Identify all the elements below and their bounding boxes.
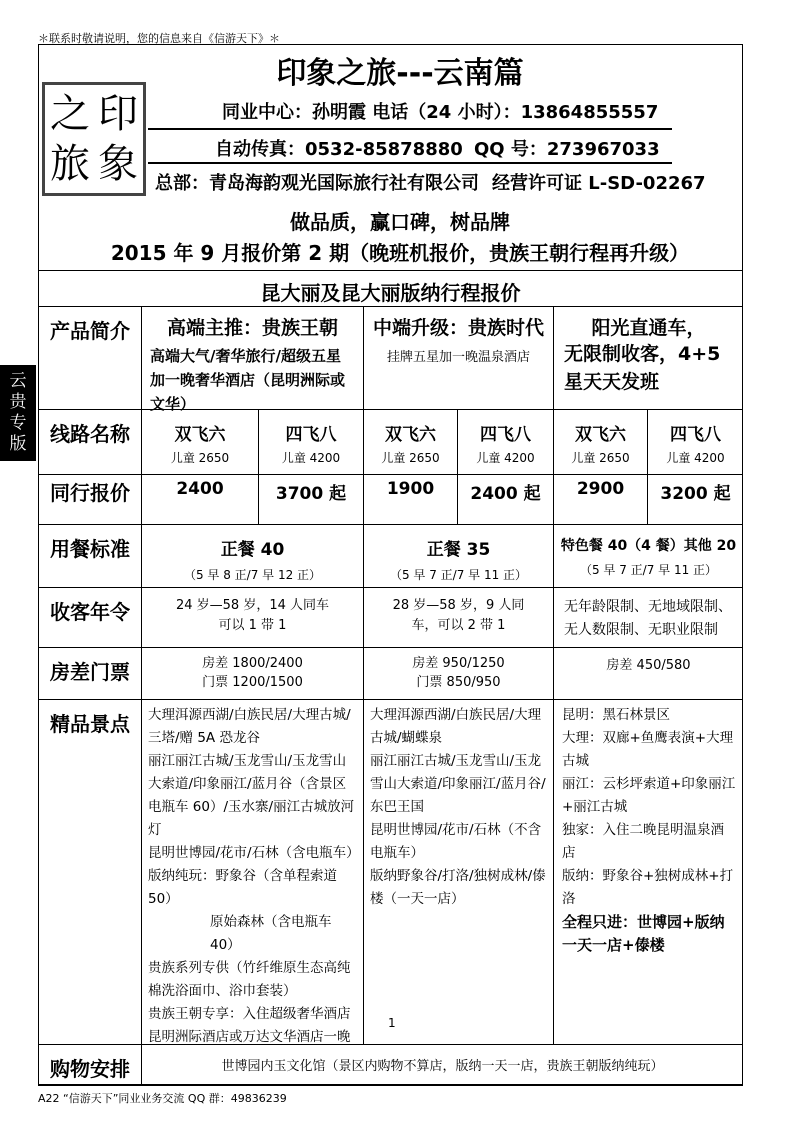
license-line: 经营许可证 L-SD-02267 [492,173,706,194]
product-intro [554,307,743,410]
spot-item: 版纳：野象谷+独树成林+打洛 [562,868,734,907]
logo-char: 旅 [50,141,90,187]
product-intro-head: 中端升级：贵族时代 [372,317,544,339]
meal-cell [554,525,743,588]
route-cell [458,410,554,475]
meal-note: （5 早 8 正/7 早 12 正） [183,568,322,582]
issue-line: 2015 年 9 月报价第 2 期（晚班机报价，贵族王朝行程再升级） [110,241,690,265]
child-price: 儿童 2650 [170,451,230,465]
row-label-price: 同行报价 [38,475,142,525]
child-price: 儿童 4200 [666,451,725,465]
route-name: 双飞六 [385,425,436,445]
child-price: 儿童 4200 [476,451,535,465]
route-name: 四飞八 [480,425,531,445]
age-cell: 24 岁—58 岁，14 人同车可以 1 带 1 [142,588,364,648]
meal-standard: 正餐 40 [220,540,285,560]
route-name: 双飞六 [575,425,626,445]
row-label-route: 线路名称 [38,410,142,475]
ticket-price: 门票 850/950 [416,675,501,690]
qq-line: QQ 号：273967033 [474,139,660,160]
product-intro [364,307,554,410]
top-note: ＊联系时敬请说明，您的信息来自《信游天下》＊ [38,32,280,45]
spot-item: 丽江：云杉坪索道+印象丽江+丽江古城 [562,776,736,815]
product-intro-body: 无限制收客，4+5 星天天发班 [564,343,721,393]
route-cell [142,410,259,475]
spot-item: 独家：入住二晚昆明温泉酒店 [562,822,724,861]
spot-item: 大理洱源西湖/白族民居/大理古城/蝴蝶泉 [370,707,542,746]
spot-item: 版纳野象谷/打洛/独树成林/傣楼（一天一店） [370,868,546,907]
room-diff: 房差 450/580 [606,658,691,673]
spot-item: 原始森林（含电瓶车 40） [210,914,332,953]
spot-item: 昆明世博园/花市/石林（含电瓶车） [148,845,360,861]
row-label-room: 房差门票 [38,648,142,700]
peer-price: 3700 起 [259,475,364,525]
spot-item: 大理洱源西湖/白族民居/大理古城/三塔/赠 5A 恐龙谷 [148,707,351,746]
page-mark: 1 [388,1016,396,1030]
age-cell: 28 岁—58 岁，9 人同车，可以 2 带 1 [364,588,554,648]
contact-line: 同业中心：孙明霞 电话（24 小时）：13864855557 [222,102,659,123]
spot-item: 版纳纯玩：野象谷（含单程索道 50） [148,868,337,907]
logo-char: 象 [98,141,138,187]
side-tab-char: 贵 [9,392,27,412]
row-label-intro: 产品简介 [38,307,142,410]
page-title: 印象之旅---云南篇 [276,56,524,91]
route-name: 四飞八 [285,425,337,445]
spot-item: 贵族系列专供（竹纤维原生态高纯棉洗浴面巾、浴巾套装） [148,960,351,999]
route-cell [259,410,364,475]
spots-cell [142,700,364,1045]
meal-standard: 正餐 35 [426,540,491,560]
peer-price: 2400 起 [458,475,554,525]
section-title: 昆大丽及昆大丽版纳行程报价 [38,270,743,307]
header-rule [148,128,672,130]
meal-cell [364,525,554,588]
peer-price: 2400 [142,475,259,525]
spot-item: 丽江丽江古城/玉龙雪山/玉龙雪山大索道/印象丽江/蓝月谷（含景区电瓶车 60）/玉水寨/丽江古城放河灯 [148,753,355,838]
spot-item: 昆明世博园/花市/石林（不含电瓶车） [370,822,542,861]
logo-char: 之 [50,91,90,137]
spots-cell [364,700,554,1045]
room-diff: 房差 950/1250 [412,656,505,671]
slogan: 做品质，赢口碑，树品牌 [290,210,510,234]
row-label-meal: 用餐标准 [38,525,142,588]
room-cell [554,648,743,700]
peer-price: 2900 [554,475,648,525]
room-cell [142,648,364,700]
room-cell [364,648,554,700]
header-rule [148,162,672,164]
product-intro-body: 高端大气/奢华旅行/超级五星加一晚奢华酒店（昆明洲际或文华） [150,347,346,413]
row-label-shop: 购物安排 [38,1045,142,1085]
row-label-age: 收客年令 [38,588,142,648]
route-cell [648,410,743,475]
side-tab-char: 版 [9,434,27,454]
hq-line: 总部：青岛海韵观光国际旅行社有限公司 [155,173,479,194]
product-intro-body: 挂牌五星加一晚温泉酒店 [386,350,530,365]
fax-line: 自动传真：0532-85878880 [215,139,463,160]
product-intro-head: 高端主推：贵族王朝 [166,317,338,339]
age-cell: 无年龄限制、无地域限制、无人数限制、无职业限制 [554,588,743,648]
route-name: 双飞六 [174,425,226,445]
footer: A22 “信游天下”同业业务交流 QQ 群：49836239 [38,1092,287,1105]
row-label-spots: 精品景点 [38,700,142,1045]
meal-note: （5 早 7 正/7 早 11 正） [579,563,718,577]
meal-standard: 特色餐 40（4 餐）其他 20 [560,538,737,554]
route-name: 四飞八 [670,425,721,445]
side-tab [0,365,36,461]
logo [42,82,146,196]
spot-item: 丽江丽江古城/玉龙雪山/玉龙雪山大索道/印象丽江/蓝月谷/东巴王国 [370,753,546,815]
route-cell [554,410,648,475]
peer-price: 3200 起 [648,475,743,525]
ticket-price: 门票 1200/1500 [202,675,303,690]
child-price: 儿童 2650 [381,451,440,465]
logo-char: 印 [98,91,138,137]
spot-item: 贵族王朝专享：入住超级奢华酒店昆明洲际酒店或万达文华酒店一晚 [148,1006,351,1045]
product-intro [142,307,364,413]
meal-note: （5 早 7 正/7 早 11 正） [389,568,528,582]
route-cell [364,410,458,475]
side-tab-char: 专 [9,413,27,433]
meal-cell [142,525,364,588]
spot-item: 大理：双廊+鱼鹰表演+大理古城 [562,730,734,769]
child-price: 儿童 2650 [571,451,630,465]
side-tab-char: 云 [9,371,27,391]
spot-item: 昆明：黑石林景区 [562,707,670,723]
spot-item: 全程只进：世博园+版纳一天一店+傣楼 [562,913,725,954]
peer-price: 1900 [364,475,458,525]
spots-cell [554,700,743,1045]
shopping-cell: 世博园内玉文化馆（景区内购物不算店，版纳一天一店，贵族王朝版纳纯玩） [142,1045,743,1085]
product-intro-head: 阳光直通车， [591,317,706,339]
room-diff: 房差 1800/2400 [202,656,303,671]
child-price: 儿童 4200 [281,451,341,465]
